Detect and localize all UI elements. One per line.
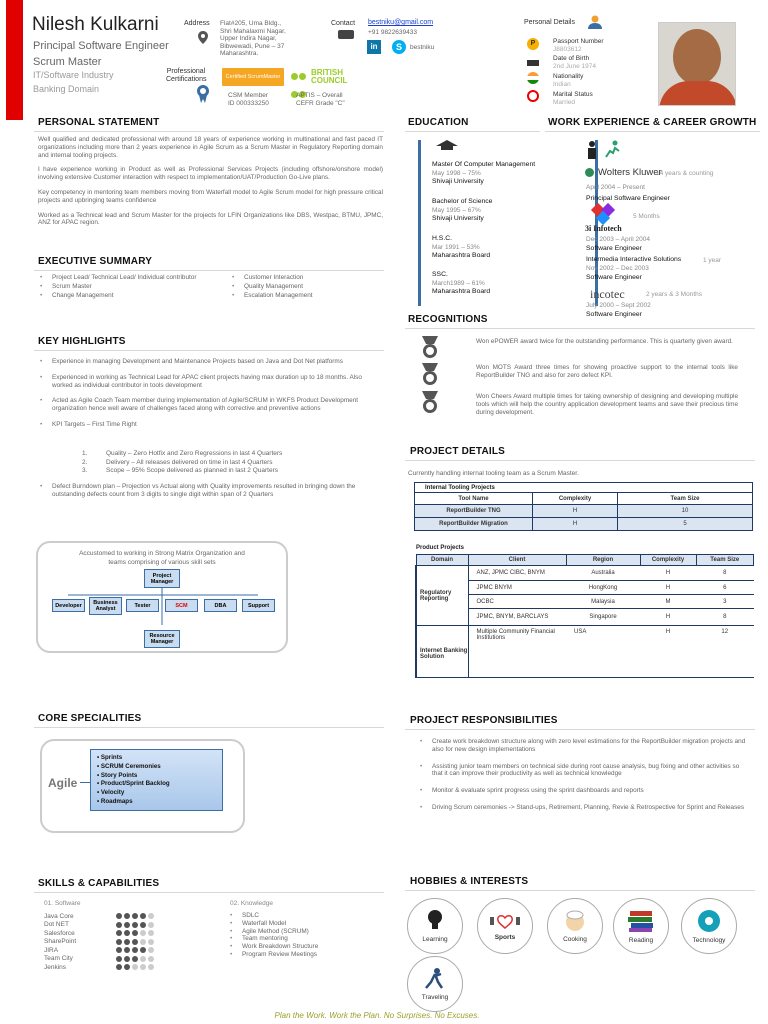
highlights-list-2: • Defect Burndown plan – Projection vs Actual along with Quality improvements resulted in bringing down the outstanding defects count from 3 digits to single digit within span of 2 Quarters bbox=[38, 483, 383, 503]
skill-name: JIRA bbox=[44, 946, 59, 954]
csm-id: ID 000333250 bbox=[228, 100, 269, 107]
edu-item: H.S.C. Mar 1991 – 53% Maharashtra Board bbox=[432, 235, 491, 259]
profile-photo bbox=[658, 22, 736, 106]
climbing-person-icon bbox=[603, 140, 621, 158]
rating-dot bbox=[124, 964, 130, 970]
award-icon bbox=[196, 85, 210, 103]
org-caption: Accustomed to working in Strong Matrix Organization and teams comprising of various skill sets bbox=[79, 550, 245, 566]
job-item: Intermedia Interactive Solutions Nov 2002 – Dec 2003 Software Engineer bbox=[586, 256, 682, 281]
skill-name: SharePoint bbox=[44, 938, 77, 946]
industry: IT/Software Industry bbox=[33, 70, 114, 80]
executive-summary-heading: EXECUTIVE SUMMARY bbox=[38, 256, 153, 267]
org-project-manager: Project Manager bbox=[144, 569, 180, 588]
rating-dot bbox=[148, 964, 154, 970]
highlights-list: • Experience in managing Development and Maintenance Projects based on Java and Dot Net platforms • Experienced in working as Technical Lead for APAC client projects having max duration up to 18 months. Also worked as individual contributor in tools development • Acted as Agile Coach Team member during implementation of Agile/SCRUM in WKFS Product Development organization hence well aware of challenges faced along with corrective and preventive actions • KPI Targets – First Time Right bbox=[38, 358, 383, 429]
job-item: July 2000 – Sept 2002 Software Engineer bbox=[586, 302, 651, 318]
certs-label: Professional Certifications bbox=[166, 68, 207, 83]
infotech-logo-icon bbox=[591, 205, 621, 225]
british-council-logo: BRITISH COUNCIL bbox=[311, 68, 348, 85]
phone-icon bbox=[338, 30, 354, 39]
hobby-cooking: Cooking bbox=[547, 898, 603, 954]
product-projects-title: Product Projects bbox=[416, 545, 465, 551]
recognition-item: Won ePOWER award twice for the outstanding performance. This is quarterly given award. bbox=[476, 338, 733, 345]
address-block: Flat#205, Uma Bldg., Shri Mahalaxmi Nagar, Upper Indira Nagar, Bibwewadi, Pune – 37 Maharashtra. bbox=[220, 20, 286, 57]
education-timeline bbox=[418, 140, 421, 306]
company-name: 3i Infotech bbox=[585, 224, 622, 233]
person-icon bbox=[588, 15, 602, 29]
agile-items: • Sprints • SCRUM Ceremonies • Story Points • Product/Sprint Backlog • Velocity • Roadmaps bbox=[90, 749, 223, 811]
medal-icon bbox=[420, 391, 440, 415]
location-pin-icon bbox=[198, 31, 208, 44]
work-heading: WORK EXPERIENCE & CAREER GROWTH bbox=[548, 117, 757, 128]
hobby-technology: Technology bbox=[681, 898, 737, 954]
dumbbell-heart-icon bbox=[490, 912, 520, 930]
statement-body: Well qualified and dedicated professional with around 18 years of experience working in multinational and fast paced IT organizations including more than 2 years experience in Agile Scrum as a Scrum Master in Regulatory Reporting domain and internal tooling projects. I have experience working in Product as well as Professional Services Projects (including offshore/onshore model) involving extensive Customer interaction with respect to implementation/UAT/Production Go-Live plans. Key competency in mentoring team members moving from Waterfall model to Agile Scrum model for high pressure critical projects and upbringing teams confidence Worked as a Technical lead and Scrum Master for the projects for LFIN Organizations like DBS, Westpac, BTMU, JPMC, ANZ for APAC region. bbox=[38, 136, 383, 227]
british-council-dots-icon bbox=[291, 68, 309, 84]
lightbulb-icon bbox=[427, 910, 443, 932]
kpi-list: 1. Quality – Zero Hotfix and Zero Regressions in last 4 Quarters 2. Delivery – All releases delivered on time in last 4 Quarters 3. Scope – 95% Scope delivered as planned in last 2 Quarters bbox=[82, 450, 283, 474]
job-item: April 2004 – Present Principal Software Engineer bbox=[586, 184, 670, 202]
core-specialities-panel bbox=[40, 739, 245, 833]
contact-label: Contact bbox=[331, 20, 356, 27]
org-chart bbox=[36, 541, 288, 653]
divider bbox=[405, 729, 755, 730]
org-tester: Tester bbox=[126, 599, 159, 612]
dob-label: Date of Birth 2nd June 1974 bbox=[553, 55, 597, 70]
hobby-reading: Reading bbox=[613, 898, 669, 954]
connector bbox=[80, 782, 90, 783]
books-icon bbox=[628, 909, 654, 933]
skill-name: Team City bbox=[44, 955, 73, 963]
job-duration: 5 Months bbox=[633, 213, 660, 220]
divider bbox=[405, 328, 755, 329]
company-name: Wolters Kluwer bbox=[598, 167, 662, 178]
skills-heading: SKILLS & CAPABILITIES bbox=[38, 878, 160, 889]
rating-dot bbox=[132, 964, 138, 970]
csm-badge: Certified ScrumMaster bbox=[222, 68, 284, 86]
edu-item: SSC. March1989 – 61% Maharashtra Board bbox=[432, 271, 491, 295]
job-role: Scrum Master bbox=[33, 56, 102, 68]
summary-col-1: • Project Lead/ Technical Lead/ Individual contributor • Scrum Master • Change Management bbox=[38, 274, 218, 303]
recognitions-heading: RECOGNITIONS bbox=[408, 314, 488, 325]
chef-icon bbox=[564, 910, 586, 932]
cake-icon bbox=[527, 55, 539, 66]
hobby-traveling: Traveling bbox=[407, 956, 463, 1012]
brain-gear-icon bbox=[697, 909, 721, 933]
divider bbox=[545, 131, 760, 132]
edu-item: Bachelor of Science May 1995 – 67% Shivaji University bbox=[432, 198, 493, 222]
project-details-heading: PROJECT DETAILS bbox=[410, 446, 506, 457]
software-label: 01. Software bbox=[44, 900, 81, 907]
project-intro: Currently handling internal tooling team as a Scrum Master. bbox=[408, 470, 579, 477]
rating-dot bbox=[140, 964, 146, 970]
project-responsibilities-heading: PROJECT RESPONSIBILITIES bbox=[410, 715, 558, 726]
divider bbox=[405, 890, 755, 891]
skype-icon[interactable]: S bbox=[392, 40, 406, 54]
divider bbox=[34, 892, 384, 893]
recognition-item: Won MOTS Award three times for showing proactive support to the internal tools like ReportBuilder TNG and also for zero defect KPI. bbox=[476, 364, 738, 379]
divider bbox=[34, 131, 384, 132]
traveler-icon bbox=[423, 968, 447, 990]
job-duration: 1 year bbox=[703, 257, 722, 264]
org-developer: Developer bbox=[52, 599, 85, 612]
divider bbox=[405, 460, 755, 461]
org-dba: DBA bbox=[204, 599, 237, 612]
cefr-grade: CEFR Grade "C" bbox=[296, 100, 345, 107]
personal-details-label: Personal Details bbox=[524, 19, 575, 26]
nationality-label: Nationality Indian bbox=[553, 73, 584, 88]
org-resource-manager: Resource Manager bbox=[144, 630, 180, 648]
edu-item: Master Of Computer Management May 1998 – 75% Shivaji University bbox=[432, 161, 536, 185]
divider bbox=[34, 727, 384, 728]
responsibilities-list: • Create work breakdown structure along with zero level estimations for the ReportBuilder migration projects and also for new design implementations • Assisting junior team members on technical side during root cause analysis, bug fixing and other activities so that it can improve their productivity as well as technical knowledge • Monitor & evaluate sprint progress using the sprint dashboards and reports • Driving Scrum ceremonies -> Stand-ups, Retirement, Planning, Revie & Retrospective for Sprint and Releases bbox=[418, 738, 748, 816]
divider bbox=[405, 131, 540, 132]
skill-name: Dot NET bbox=[44, 921, 69, 929]
core-specialities-heading: CORE SPECIALITIES bbox=[38, 713, 142, 724]
hobby-learning: Learning bbox=[407, 898, 463, 954]
csm-member: CSM Member bbox=[228, 92, 269, 99]
job-title: Principal Software Engineer bbox=[33, 40, 169, 52]
knowledge-label: 02. Knowledge bbox=[230, 900, 274, 907]
recognition-item: Won Cheers Award multiple times for taking ownership of designing and developing multiple tools which will help the country application development teams and save their precious time during development. bbox=[476, 393, 738, 416]
medal-icon bbox=[420, 363, 440, 387]
divider bbox=[34, 350, 384, 351]
skype-id: bestniku bbox=[410, 44, 435, 51]
divider bbox=[34, 270, 384, 271]
domain: Banking Domain bbox=[33, 84, 100, 94]
org-business-analyst: Business Analyst bbox=[89, 597, 122, 615]
software-skills bbox=[44, 912, 156, 972]
skill-rating bbox=[116, 958, 156, 976]
hobbies-heading: HOBBIES & INTERESTS bbox=[410, 876, 529, 887]
medal-icon bbox=[420, 336, 440, 360]
linkedin-icon[interactable]: in bbox=[367, 40, 381, 54]
knowledge-list: • SDLC • Waterfall Model • Agile Method (SCRUM) • Team mentoring • Work Breakdown Structure • Program Review Meetings bbox=[228, 912, 378, 959]
phone-number: +91 9822639433 bbox=[368, 29, 417, 36]
personal-statement-heading: PERSONAL STATEMENT bbox=[38, 117, 160, 128]
job-item: Dec 2003 – April 2004 Software Engineer bbox=[586, 236, 650, 252]
product-table: Domain Client Region Complexity Team Size Regulatory Reporting ANZ, JPMC CIBC, BNYM Australia H 8 JPMC BNYM HongKong H 6 OCBC Malaysia M 3 JPMC, BNYM, BARCLAYS Singapore H 8 Internet Banking Solution Multiple Community Financial Institutions USA H 12 bbox=[415, 554, 754, 678]
job-duration: 14 years & counting bbox=[656, 170, 714, 177]
aptis-score: APTIS – Overall bbox=[296, 92, 343, 99]
passport-icon: P bbox=[527, 38, 539, 50]
org-scm: SCM bbox=[165, 599, 198, 612]
rating-dot bbox=[116, 964, 122, 970]
hobby-sports: Sports bbox=[477, 898, 533, 954]
marital-label: Marital Status Married bbox=[553, 91, 593, 106]
skill-row bbox=[44, 963, 156, 972]
email-link[interactable]: bestniku@gmail.com bbox=[368, 19, 434, 26]
full-name: Nilesh Kulkarni bbox=[32, 14, 159, 35]
tooling-table: Internal Tooling Projects Tool Name Complexity Team Size ReportBuilder TNG H 10 ReportBuilder Migration H 5 bbox=[414, 482, 753, 531]
education-heading: EDUCATION bbox=[408, 117, 469, 128]
accent-bar bbox=[6, 0, 23, 120]
graduation-cap-icon bbox=[436, 140, 458, 150]
org-support: Support bbox=[242, 599, 275, 612]
skill-name: Jenkins bbox=[44, 963, 67, 971]
company-name: incotec bbox=[590, 287, 625, 301]
rings-icon bbox=[527, 90, 539, 102]
skill-name: Java Core bbox=[44, 912, 74, 920]
summary-col-2: • Customer Interaction • Quality Management • Escalation Management bbox=[230, 274, 380, 303]
india-flag-icon bbox=[527, 72, 539, 84]
address-label: Address bbox=[184, 20, 210, 27]
job-duration: 2 years & 3 Months bbox=[646, 291, 702, 298]
footer-motto: Plan the Work. Work the Plan. No Surprises. No Excuses. bbox=[274, 1011, 480, 1020]
skill-name: Salesforce bbox=[44, 929, 75, 937]
agile-label: Agile bbox=[48, 776, 78, 790]
passport-label: Passport Number J8803612 bbox=[553, 38, 604, 53]
wolters-kluwer-logo-icon bbox=[585, 168, 594, 177]
business-person-icon bbox=[588, 141, 596, 159]
key-highlights-heading: KEY HIGHLIGHTS bbox=[38, 336, 126, 347]
